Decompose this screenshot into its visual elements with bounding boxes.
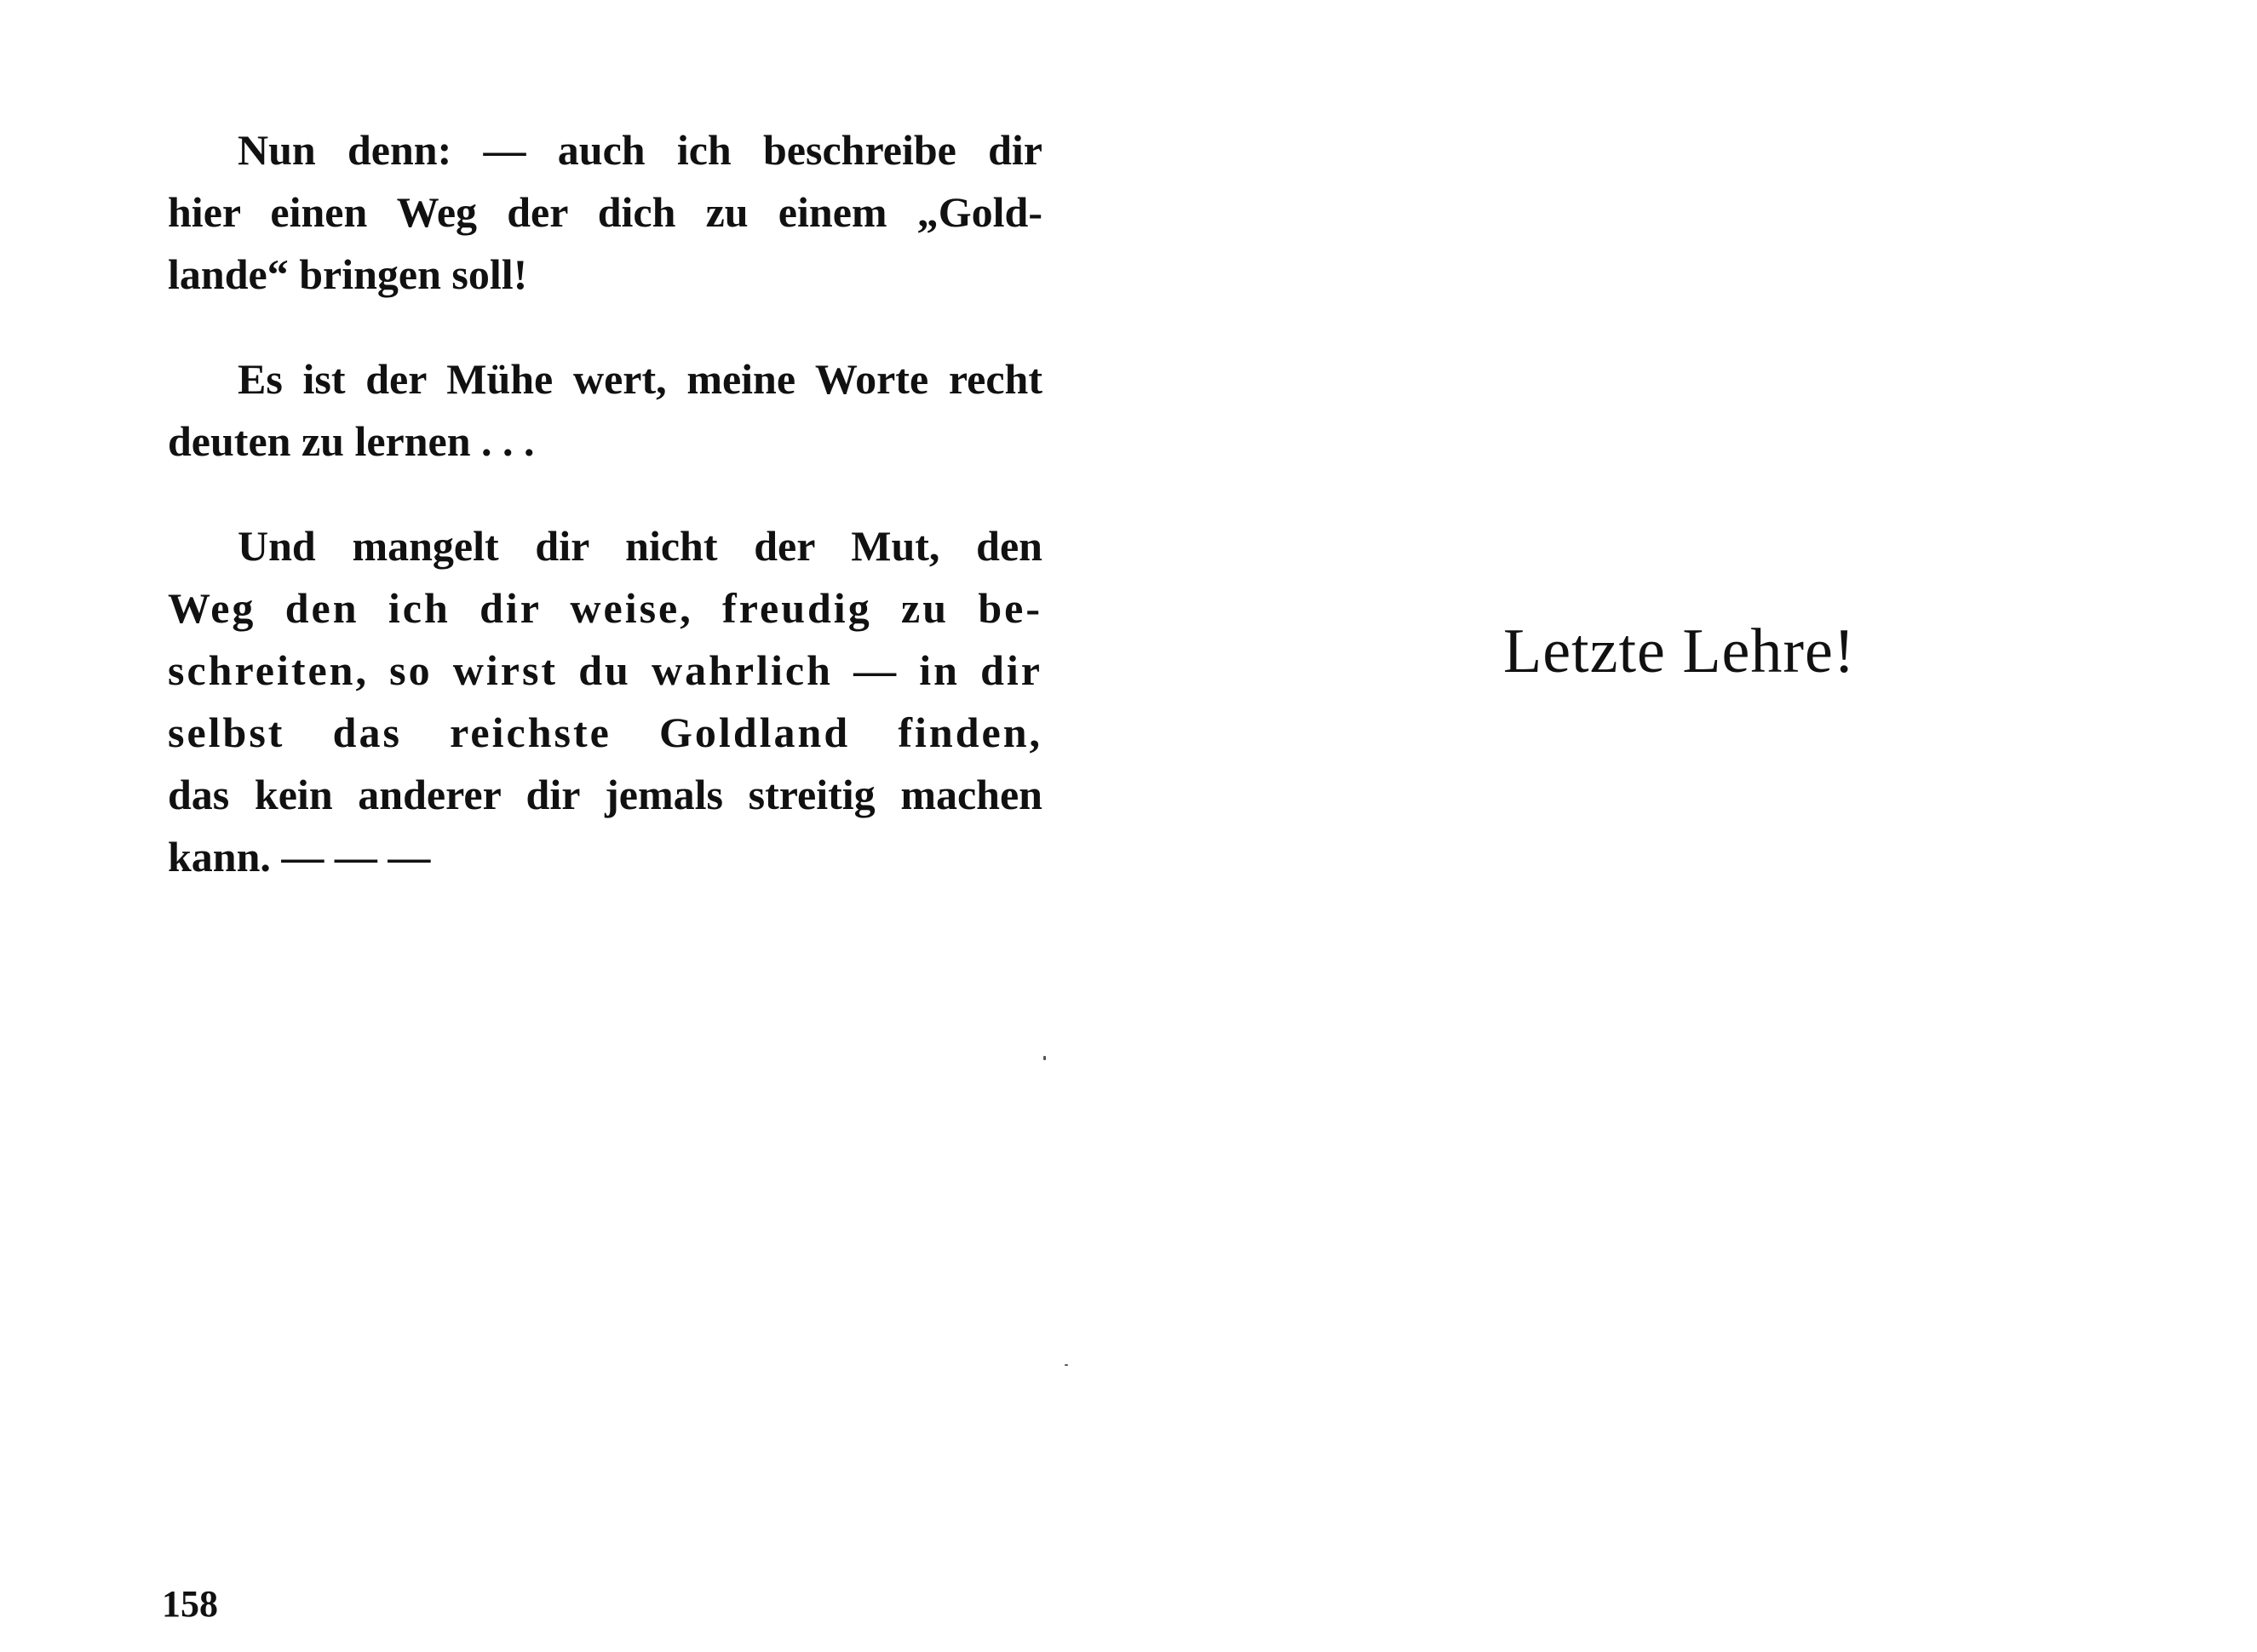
left-page bbox=[0, 0, 1128, 1652]
text-line: Weg den ich dir weise, freudig zu be- bbox=[168, 584, 1042, 632]
text-line: selbst das reichste Goldland finden, bbox=[168, 708, 1042, 756]
scan-speck bbox=[1043, 1056, 1046, 1060]
text-line: deuten zu lernen . . . bbox=[168, 417, 535, 465]
text-line: das kein anderer dir jemals streitig machen bbox=[168, 771, 1042, 818]
text-line: Und mangelt dir nicht der Mut, den bbox=[238, 522, 1042, 570]
body-text bbox=[168, 119, 1042, 931]
text-line: lande“ bringen soll! bbox=[168, 250, 528, 298]
page-number: 158 bbox=[162, 1583, 218, 1625]
text-line: kann. — — — bbox=[168, 833, 431, 880]
text-line: hier einen Weg der dich zu einem „Gold- bbox=[168, 188, 1042, 236]
chapter-heading: Letzte Lehre! bbox=[1503, 617, 1856, 686]
text-line: Es ist der Mühe wert, meine Worte recht bbox=[238, 355, 1042, 403]
scan-speck bbox=[1065, 1364, 1068, 1366]
paragraph-2 bbox=[168, 348, 1042, 473]
right-page bbox=[1128, 0, 2257, 1652]
paragraph-3 bbox=[168, 515, 1042, 888]
paragraph-1 bbox=[168, 119, 1042, 306]
text-line: Nun denn: — auch ich beschreibe dir bbox=[238, 126, 1042, 174]
text-line: schreiten, so wirst du wahrlich — in dir bbox=[168, 646, 1042, 694]
